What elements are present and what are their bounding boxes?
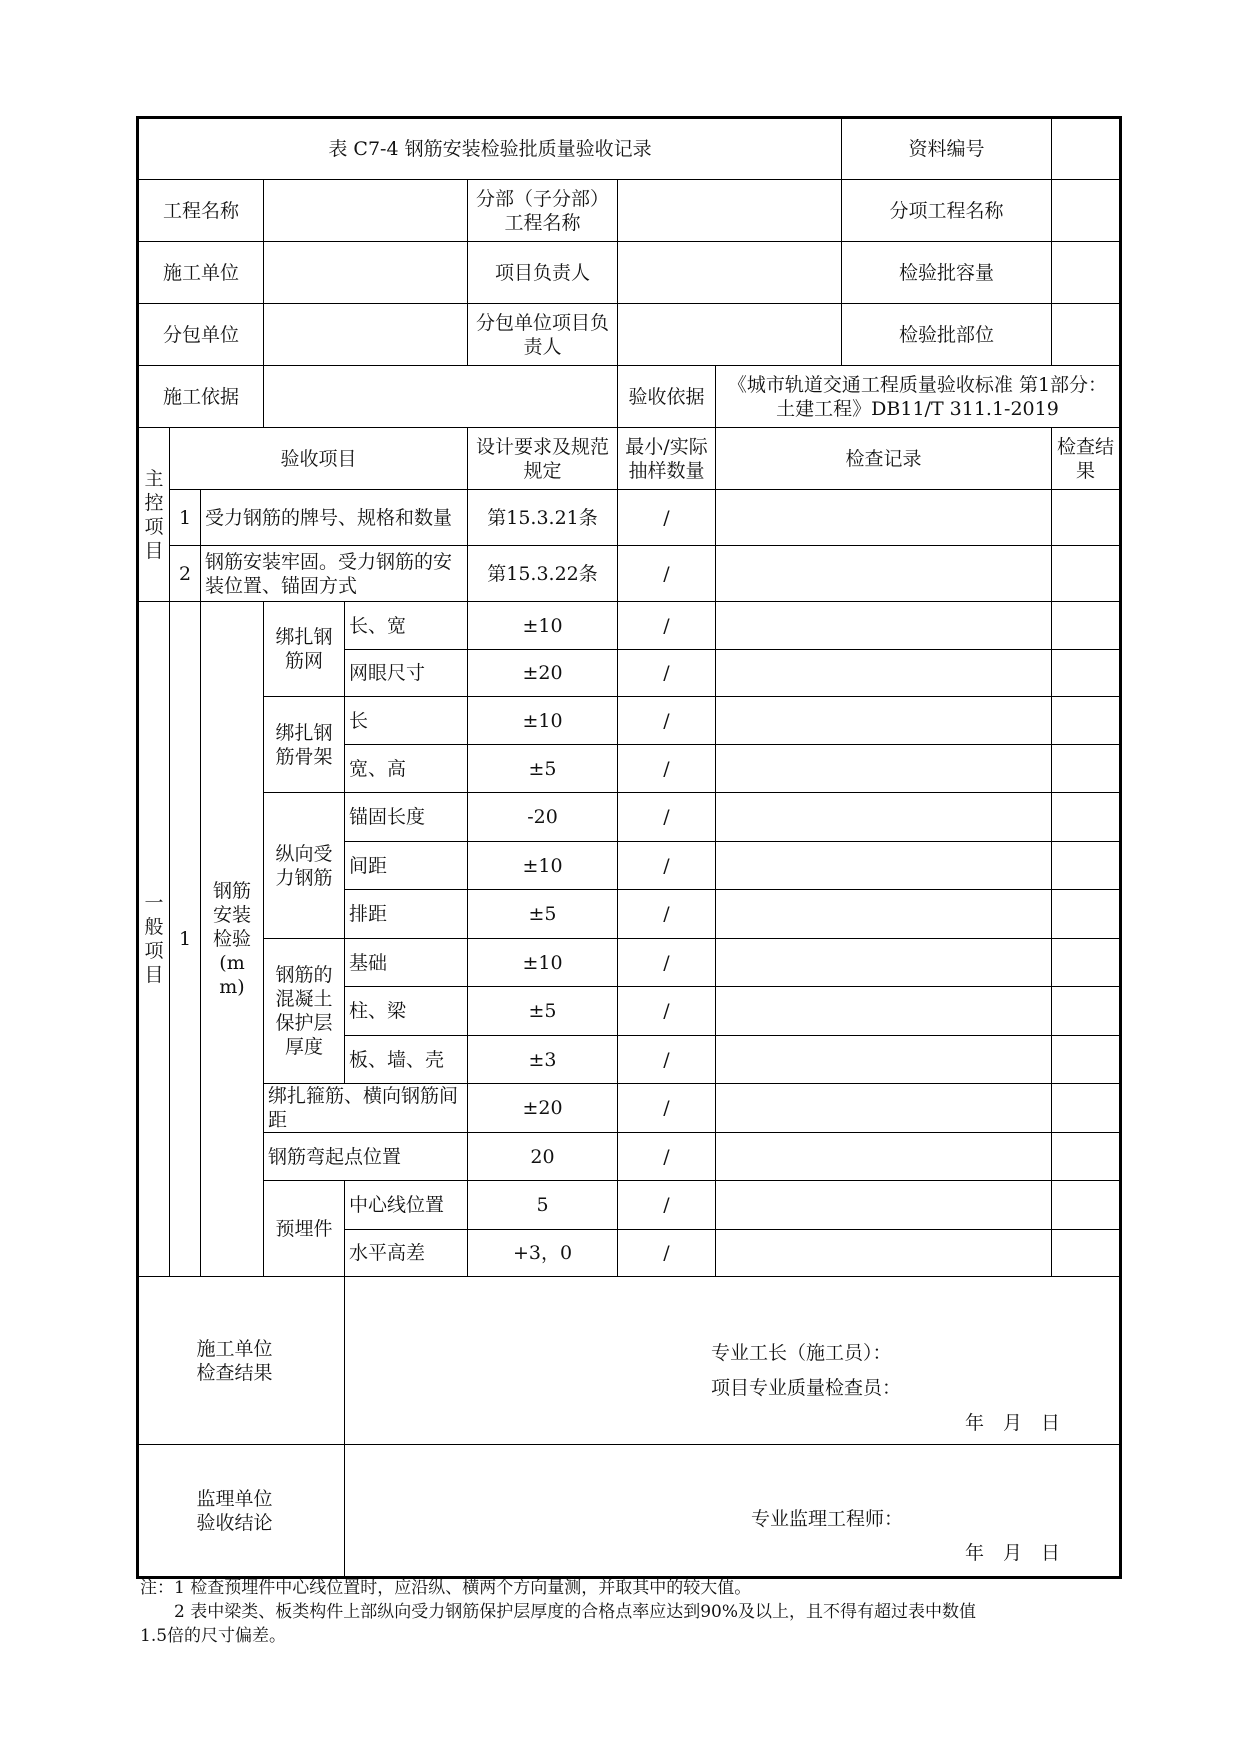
spec: 20: [468, 1133, 618, 1181]
record[interactable]: [716, 697, 1052, 745]
subcontractor-value[interactable]: [264, 304, 468, 366]
sub-item-value[interactable]: [1052, 180, 1121, 242]
record[interactable]: [716, 1084, 1052, 1133]
foreman-label: 专业工长（施工员）：: [711, 1342, 892, 1364]
result[interactable]: [1052, 1084, 1121, 1133]
main-row-spec: 第15.3.21条: [468, 490, 618, 546]
sub-item: 锚固长度: [345, 793, 468, 842]
general-label: 一般项目: [138, 602, 170, 1277]
doc-no-label: 资料编号: [842, 118, 1052, 180]
record[interactable]: [716, 650, 1052, 697]
sub-item: 基础: [345, 939, 468, 987]
notes: [140, 1576, 1120, 1648]
spec: ±10: [468, 842, 618, 890]
result[interactable]: [1052, 890, 1121, 939]
sample[interactable]: /: [618, 1084, 716, 1133]
col-record: 检查记录: [716, 428, 1052, 490]
result[interactable]: [1052, 697, 1121, 745]
spec: ±3: [468, 1036, 618, 1084]
batch-part-label: 检验批部位: [842, 304, 1052, 366]
col-sample: 最小/实际抽样数量: [618, 428, 716, 490]
basis-label: 施工依据: [138, 366, 264, 428]
supervisor-result-label: 监理单位验收结论: [138, 1445, 345, 1578]
main-row-record[interactable]: [716, 546, 1052, 602]
group-label: 绑扎钢筋骨架: [264, 697, 345, 793]
main-row-sample[interactable]: /: [618, 490, 716, 546]
engineer-label: 专业监理工程师：: [751, 1508, 904, 1530]
acceptance-record-table: [136, 116, 1122, 1579]
sample[interactable]: /: [618, 842, 716, 890]
sub-dept-value[interactable]: [618, 180, 842, 242]
batch-part-value[interactable]: [1052, 304, 1121, 366]
group-label: 钢筋弯起点位置: [264, 1133, 468, 1181]
record[interactable]: [716, 890, 1052, 939]
note-1: 注：1 检查预埋件中心线位置时，应沿纵、横两个方向量测，并取其中的较大值。: [140, 1578, 752, 1598]
record[interactable]: [716, 1133, 1052, 1181]
result[interactable]: [1052, 1133, 1121, 1181]
sample[interactable]: /: [618, 745, 716, 793]
note-2: 2 表中梁类、板类构件上部纵向受力钢筋保护层厚度的合格点率应达到90%及以上，且不得有超过表中数值: [140, 1602, 977, 1622]
sub-item: 间距: [345, 842, 468, 890]
sub-item: 宽、高: [345, 745, 468, 793]
sub-item: 板、墙、壳: [345, 1036, 468, 1084]
sub-item: 水平高差: [345, 1230, 468, 1277]
spec: +3，0: [468, 1230, 618, 1277]
record[interactable]: [716, 987, 1052, 1036]
col-result: 检查结果: [1052, 428, 1121, 490]
sample[interactable]: /: [618, 793, 716, 842]
result[interactable]: [1052, 793, 1121, 842]
record[interactable]: [716, 939, 1052, 987]
constructor-date: 年 月 日: [965, 1412, 1061, 1434]
constructor-label: 施工单位: [138, 242, 264, 304]
sub-item: 网眼尺寸: [345, 650, 468, 697]
record[interactable]: [716, 793, 1052, 842]
spec: ±10: [468, 602, 618, 650]
group-label: 绑扎钢筋网: [264, 602, 345, 697]
result[interactable]: [1052, 650, 1121, 697]
group-label: 预埋件: [264, 1181, 345, 1277]
spec: ±5: [468, 745, 618, 793]
main-row-no: 1: [170, 490, 201, 546]
sub-lead-value[interactable]: [618, 304, 842, 366]
spec: ±5: [468, 987, 618, 1036]
result[interactable]: [1052, 939, 1121, 987]
supervisor-result-area[interactable]: [345, 1445, 1121, 1578]
result[interactable]: [1052, 1230, 1121, 1277]
record[interactable]: [716, 1230, 1052, 1277]
sub-item-label: 分项工程名称: [842, 180, 1052, 242]
project-name-value[interactable]: [264, 180, 468, 242]
record[interactable]: [716, 745, 1052, 793]
spec: ±5: [468, 890, 618, 939]
result[interactable]: [1052, 987, 1121, 1036]
main-row-spec: 第15.3.22条: [468, 546, 618, 602]
general-category: 钢筋安装检验(mm): [201, 602, 264, 1277]
spec: ±20: [468, 650, 618, 697]
record[interactable]: [716, 1181, 1052, 1230]
sub-item: 排距: [345, 890, 468, 939]
batch-capacity-value[interactable]: [1052, 242, 1121, 304]
record[interactable]: [716, 842, 1052, 890]
col-item: 验收项目: [170, 428, 468, 490]
group-label: 钢筋的混凝土保护层厚度: [264, 939, 345, 1084]
project-lead-label: 项目负责人: [468, 242, 618, 304]
constructor-result-label: 施工单位检查结果: [138, 1277, 345, 1445]
project-lead-value[interactable]: [618, 242, 842, 304]
spec: ±10: [468, 697, 618, 745]
sub-item: 中心线位置: [345, 1181, 468, 1230]
main-control-label: 主控项目: [138, 428, 170, 602]
sub-dept-label: 分部（子分部）工程名称: [468, 180, 618, 242]
sample[interactable]: /: [618, 890, 716, 939]
group-label: 绑扎箍筋、横向钢筋间距: [264, 1084, 468, 1133]
subcontractor-label: 分包单位: [138, 304, 264, 366]
inspector-label: 项目专业质量检查员：: [711, 1377, 902, 1399]
main-row-result[interactable]: [1052, 490, 1121, 546]
result[interactable]: [1052, 1036, 1121, 1084]
result[interactable]: [1052, 745, 1121, 793]
sub-item: 长: [345, 697, 468, 745]
note-3: 1.5倍的尺寸偏差。: [140, 1626, 287, 1646]
sub-item: 长、宽: [345, 602, 468, 650]
table-title: 表 C7-4 钢筋安装检验批质量验收记录: [138, 118, 842, 180]
supervisor-date: 年 月 日: [965, 1542, 1061, 1564]
result[interactable]: [1052, 842, 1121, 890]
project-name-label: 工程名称: [138, 180, 264, 242]
sample[interactable]: /: [618, 1181, 716, 1230]
constructor-result-area[interactable]: [345, 1277, 1121, 1445]
sample[interactable]: /: [618, 939, 716, 987]
sample[interactable]: /: [618, 1133, 716, 1181]
main-row-desc: 受力钢筋的牌号、规格和数量: [201, 490, 468, 546]
main-row-desc: 钢筋安装牢固。受力钢筋的安装位置、锚固方式: [201, 546, 468, 602]
basis-value[interactable]: [264, 366, 618, 428]
result[interactable]: [1052, 1181, 1121, 1230]
group-label: 纵向受力钢筋: [264, 793, 345, 939]
sub-item: 柱、梁: [345, 987, 468, 1036]
batch-capacity-label: 检验批容量: [842, 242, 1052, 304]
main-row-record[interactable]: [716, 490, 1052, 546]
sample[interactable]: /: [618, 1230, 716, 1277]
result[interactable]: [1052, 602, 1121, 650]
spec: ±10: [468, 939, 618, 987]
record[interactable]: [716, 1036, 1052, 1084]
sample[interactable]: /: [618, 650, 716, 697]
spec: -20: [468, 793, 618, 842]
doc-no-value[interactable]: [1052, 118, 1121, 180]
sample[interactable]: /: [618, 602, 716, 650]
accept-basis-label: 验收依据: [618, 366, 716, 428]
spec: 5: [468, 1181, 618, 1230]
record[interactable]: [716, 602, 1052, 650]
col-design: 设计要求及规范规定: [468, 428, 618, 490]
constructor-value[interactable]: [264, 242, 468, 304]
sample[interactable]: /: [618, 987, 716, 1036]
spec: ±20: [468, 1084, 618, 1133]
standard-text: 《城市轨道交通工程质量验收标准 第1部分：土建工程》DB11/T 311.1-2019: [716, 366, 1121, 428]
main-row-result[interactable]: [1052, 546, 1121, 602]
sub-lead-label: 分包单位项目负责人: [468, 304, 618, 366]
main-row-sample[interactable]: /: [618, 546, 716, 602]
sample[interactable]: /: [618, 1036, 716, 1084]
main-row-no: 2: [170, 546, 201, 602]
sample[interactable]: /: [618, 697, 716, 745]
general-no: 1: [170, 602, 201, 1277]
